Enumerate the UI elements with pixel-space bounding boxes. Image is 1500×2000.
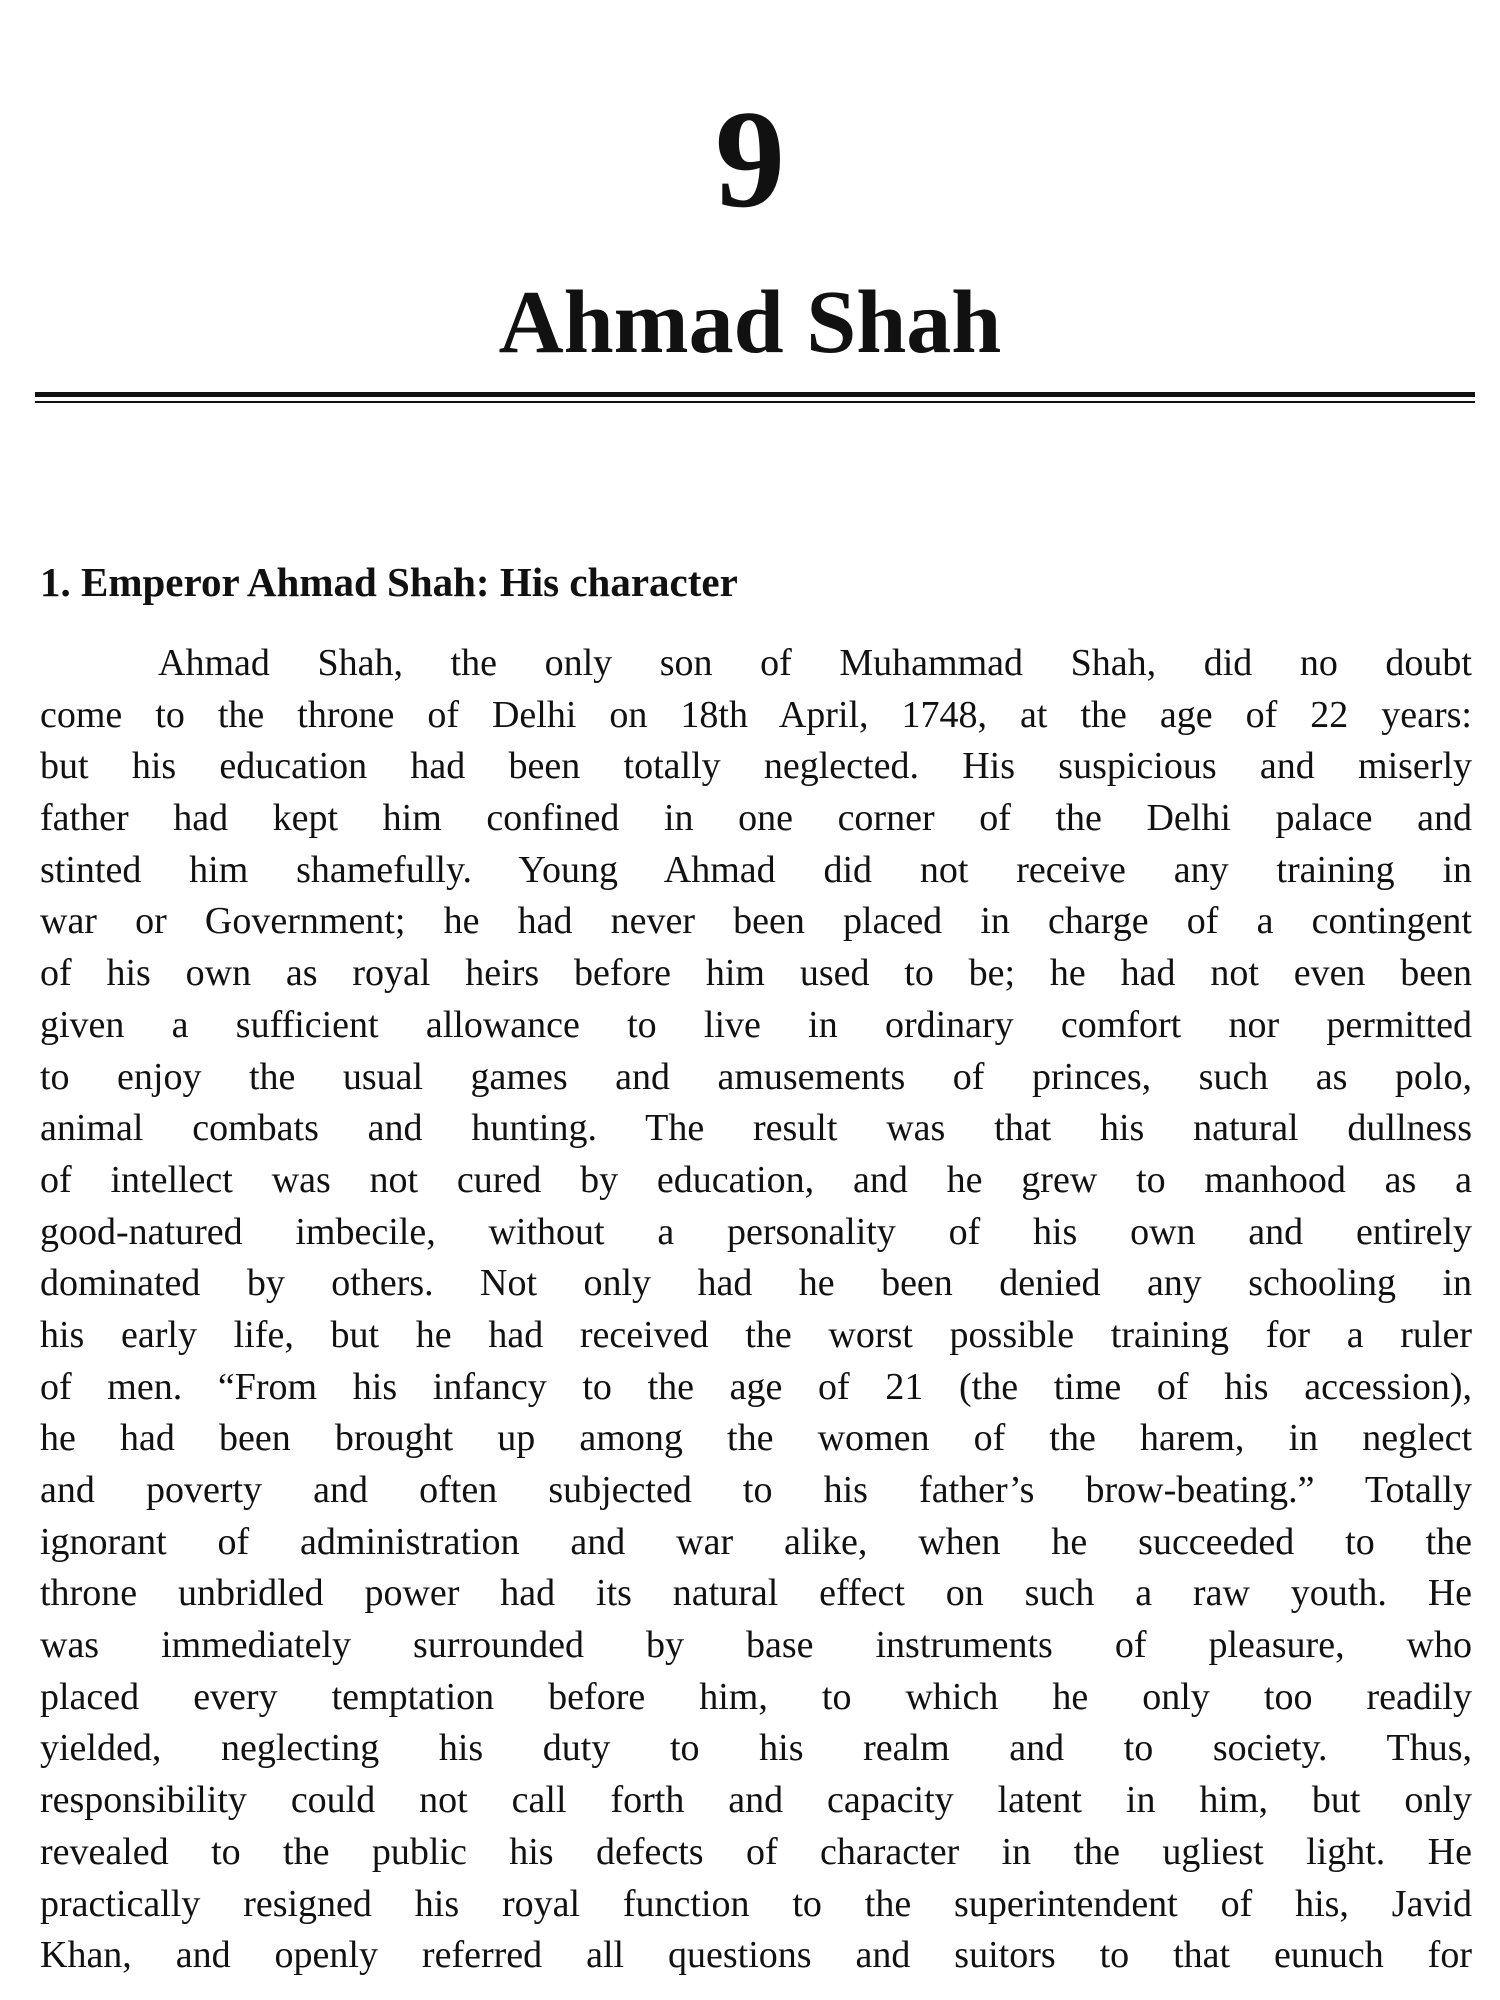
text-line: given a sufficient allowance to live in ordinary comfort nor permitted [40, 1003, 1472, 1046]
text-line: stinted him shamefully. Young Ahmad did not receive any training in [40, 848, 1472, 891]
text-line: father had kept him confined in one corner of the Delhi palace and [40, 797, 1472, 840]
text-line: Ahmad Shah, the only son of Muhammad Shah, did no doubt [158, 642, 1472, 684]
text-line: of his own as royal heirs before him used to be; he had not even been [40, 952, 1472, 995]
text-line: he had been brought up among the women of the harem, in neglect [40, 1417, 1472, 1460]
text-line: throne unbridled power had its natural effect on such a raw youth. He [40, 1572, 1472, 1615]
text-line: revealed to the public his defects of character in the ugliest light. He [40, 1830, 1472, 1873]
text-line: come to the throne of Delhi on 18th April, 1748, at the age of 22 years: [40, 693, 1472, 736]
text-line: dominated by others. Not only had he been denied any schooling in [40, 1262, 1472, 1305]
body-paragraph [40, 638, 1472, 1982]
section-heading: 1. Emperor Ahmad Shah: His character [40, 559, 738, 605]
text-line: good-natured imbecile, without a personality of his own and entirely [40, 1210, 1472, 1253]
text-line: was immediately surrounded by base instruments of pleasure, who [40, 1624, 1472, 1667]
text-line: practically resigned his royal function to the superintendent of his, Javid [40, 1882, 1472, 1925]
text-line: ignorant of administration and war alike, when he succeeded to the [40, 1520, 1472, 1563]
text-line: of men. “From his infancy to the age of 21 (the time of his accession), [40, 1365, 1472, 1408]
chapter-number: 9 [715, 82, 785, 237]
text-line: to enjoy the usual games and amusements of princes, such as polo, [40, 1055, 1472, 1098]
text-line: yielded, neglecting his duty to his realm and to society. Thus, [40, 1727, 1472, 1770]
title-rule-thin [35, 401, 1475, 403]
text-line: Khan, and openly referred all questions and suitors to that eunuch for [40, 1934, 1472, 1977]
text-line: placed every temptation before him, to which he only too readily [40, 1675, 1472, 1718]
text-line: of intellect was not cured by education, and he grew to manhood as a [40, 1158, 1472, 1201]
text-line: war or Government; he had never been placed in charge of a contingent [40, 900, 1472, 943]
title-rule-thick [35, 392, 1475, 397]
text-line: his early life, but he had received the worst possible training for a ruler [40, 1313, 1472, 1356]
text-line: but his education had been totally neglected. His suspicious and miserly [40, 745, 1472, 788]
text-line: animal combats and hunting. The result was that his natural dullness [40, 1107, 1472, 1150]
text-line: responsibility could not call forth and capacity latent in him, but only [40, 1779, 1472, 1822]
text-line: and poverty and often subjected to his father’s brow-beating.” Totally [40, 1469, 1472, 1511]
chapter-title: Ahmad Shah [498, 273, 1002, 372]
